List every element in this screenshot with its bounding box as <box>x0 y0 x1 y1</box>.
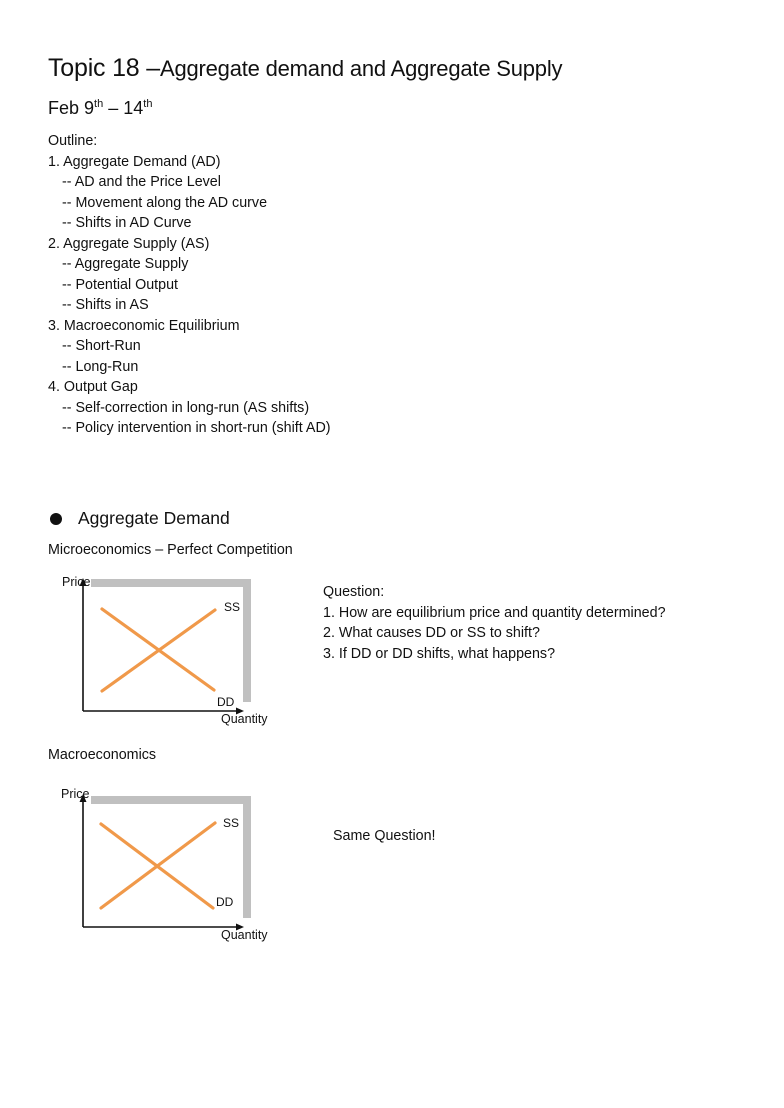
outline-subitem: -- Long-Run <box>62 358 139 375</box>
bullet-icon <box>50 513 62 525</box>
outline-subitem: -- Movement along the AD curve <box>62 194 268 211</box>
date-start: Feb 9 <box>48 98 95 118</box>
macro-supply-label: SS <box>223 816 240 830</box>
question-item: 1. How are equilibrium price and quantity determined? <box>323 604 666 621</box>
outline-subitem: -- AD and the Price Level <box>62 174 221 190</box>
micro-supply-label: SS <box>224 600 241 614</box>
outline <box>48 131 331 439</box>
outline-subitem: -- Potential Output <box>62 276 179 293</box>
date-end-suffix: th <box>143 98 153 110</box>
outline-subitem: -- Short-Run <box>62 338 141 354</box>
macro-x-label: Quantity <box>221 928 268 942</box>
outline-subitem: -- Shifts in AS <box>62 297 149 313</box>
section-heading-text: Aggregate Demand <box>78 508 230 528</box>
title-rest: Aggregate demand and Aggregate Supply <box>159 56 563 81</box>
outline-label: Outline: <box>48 133 98 149</box>
questions-block <box>323 582 666 664</box>
macro-y-label: Price <box>61 787 90 801</box>
micro-demand-label: DD <box>217 695 235 709</box>
micro-x-label: Quantity <box>221 712 268 726</box>
page-title <box>48 54 562 83</box>
date-start-suffix: th <box>94 98 104 110</box>
macro-supply-demand-graph <box>55 786 285 946</box>
date-separator: – 14 <box>103 98 144 118</box>
micro-supply-demand-graph <box>55 570 285 730</box>
section-heading <box>48 508 230 529</box>
outline-item: 1. Aggregate Demand (AD) <box>48 153 221 170</box>
micro-label: Microeconomics – Perfect Competition <box>48 542 293 558</box>
outline-subitem: -- Aggregate Supply <box>62 256 189 272</box>
outline-subitem: -- Self-correction in long-run (AS shifts) <box>62 399 310 416</box>
question-item: 2. What causes DD or SS to shift? <box>323 625 540 641</box>
macro-label: Macroeconomics <box>48 747 157 763</box>
date-range <box>48 98 152 119</box>
macro-demand-label: DD <box>216 895 234 909</box>
outline-item: 2. Aggregate Supply (AS) <box>48 235 210 252</box>
title-topic: Topic 18 – <box>48 54 160 82</box>
outline-item: 3. Macroeconomic Equilibrium <box>48 317 240 334</box>
outline-subitem: -- Policy intervention in short-run (shift AD) <box>62 420 331 436</box>
outline-item: 4. Output Gap <box>48 379 138 395</box>
micro-y-label: Price <box>62 575 91 589</box>
macro-note: Same Question! <box>333 828 436 844</box>
question-item: 3. If DD or DD shifts, what happens? <box>323 645 556 662</box>
questions-label: Question: <box>323 584 385 600</box>
outline-subitem: -- Shifts in AD Curve <box>62 215 192 231</box>
